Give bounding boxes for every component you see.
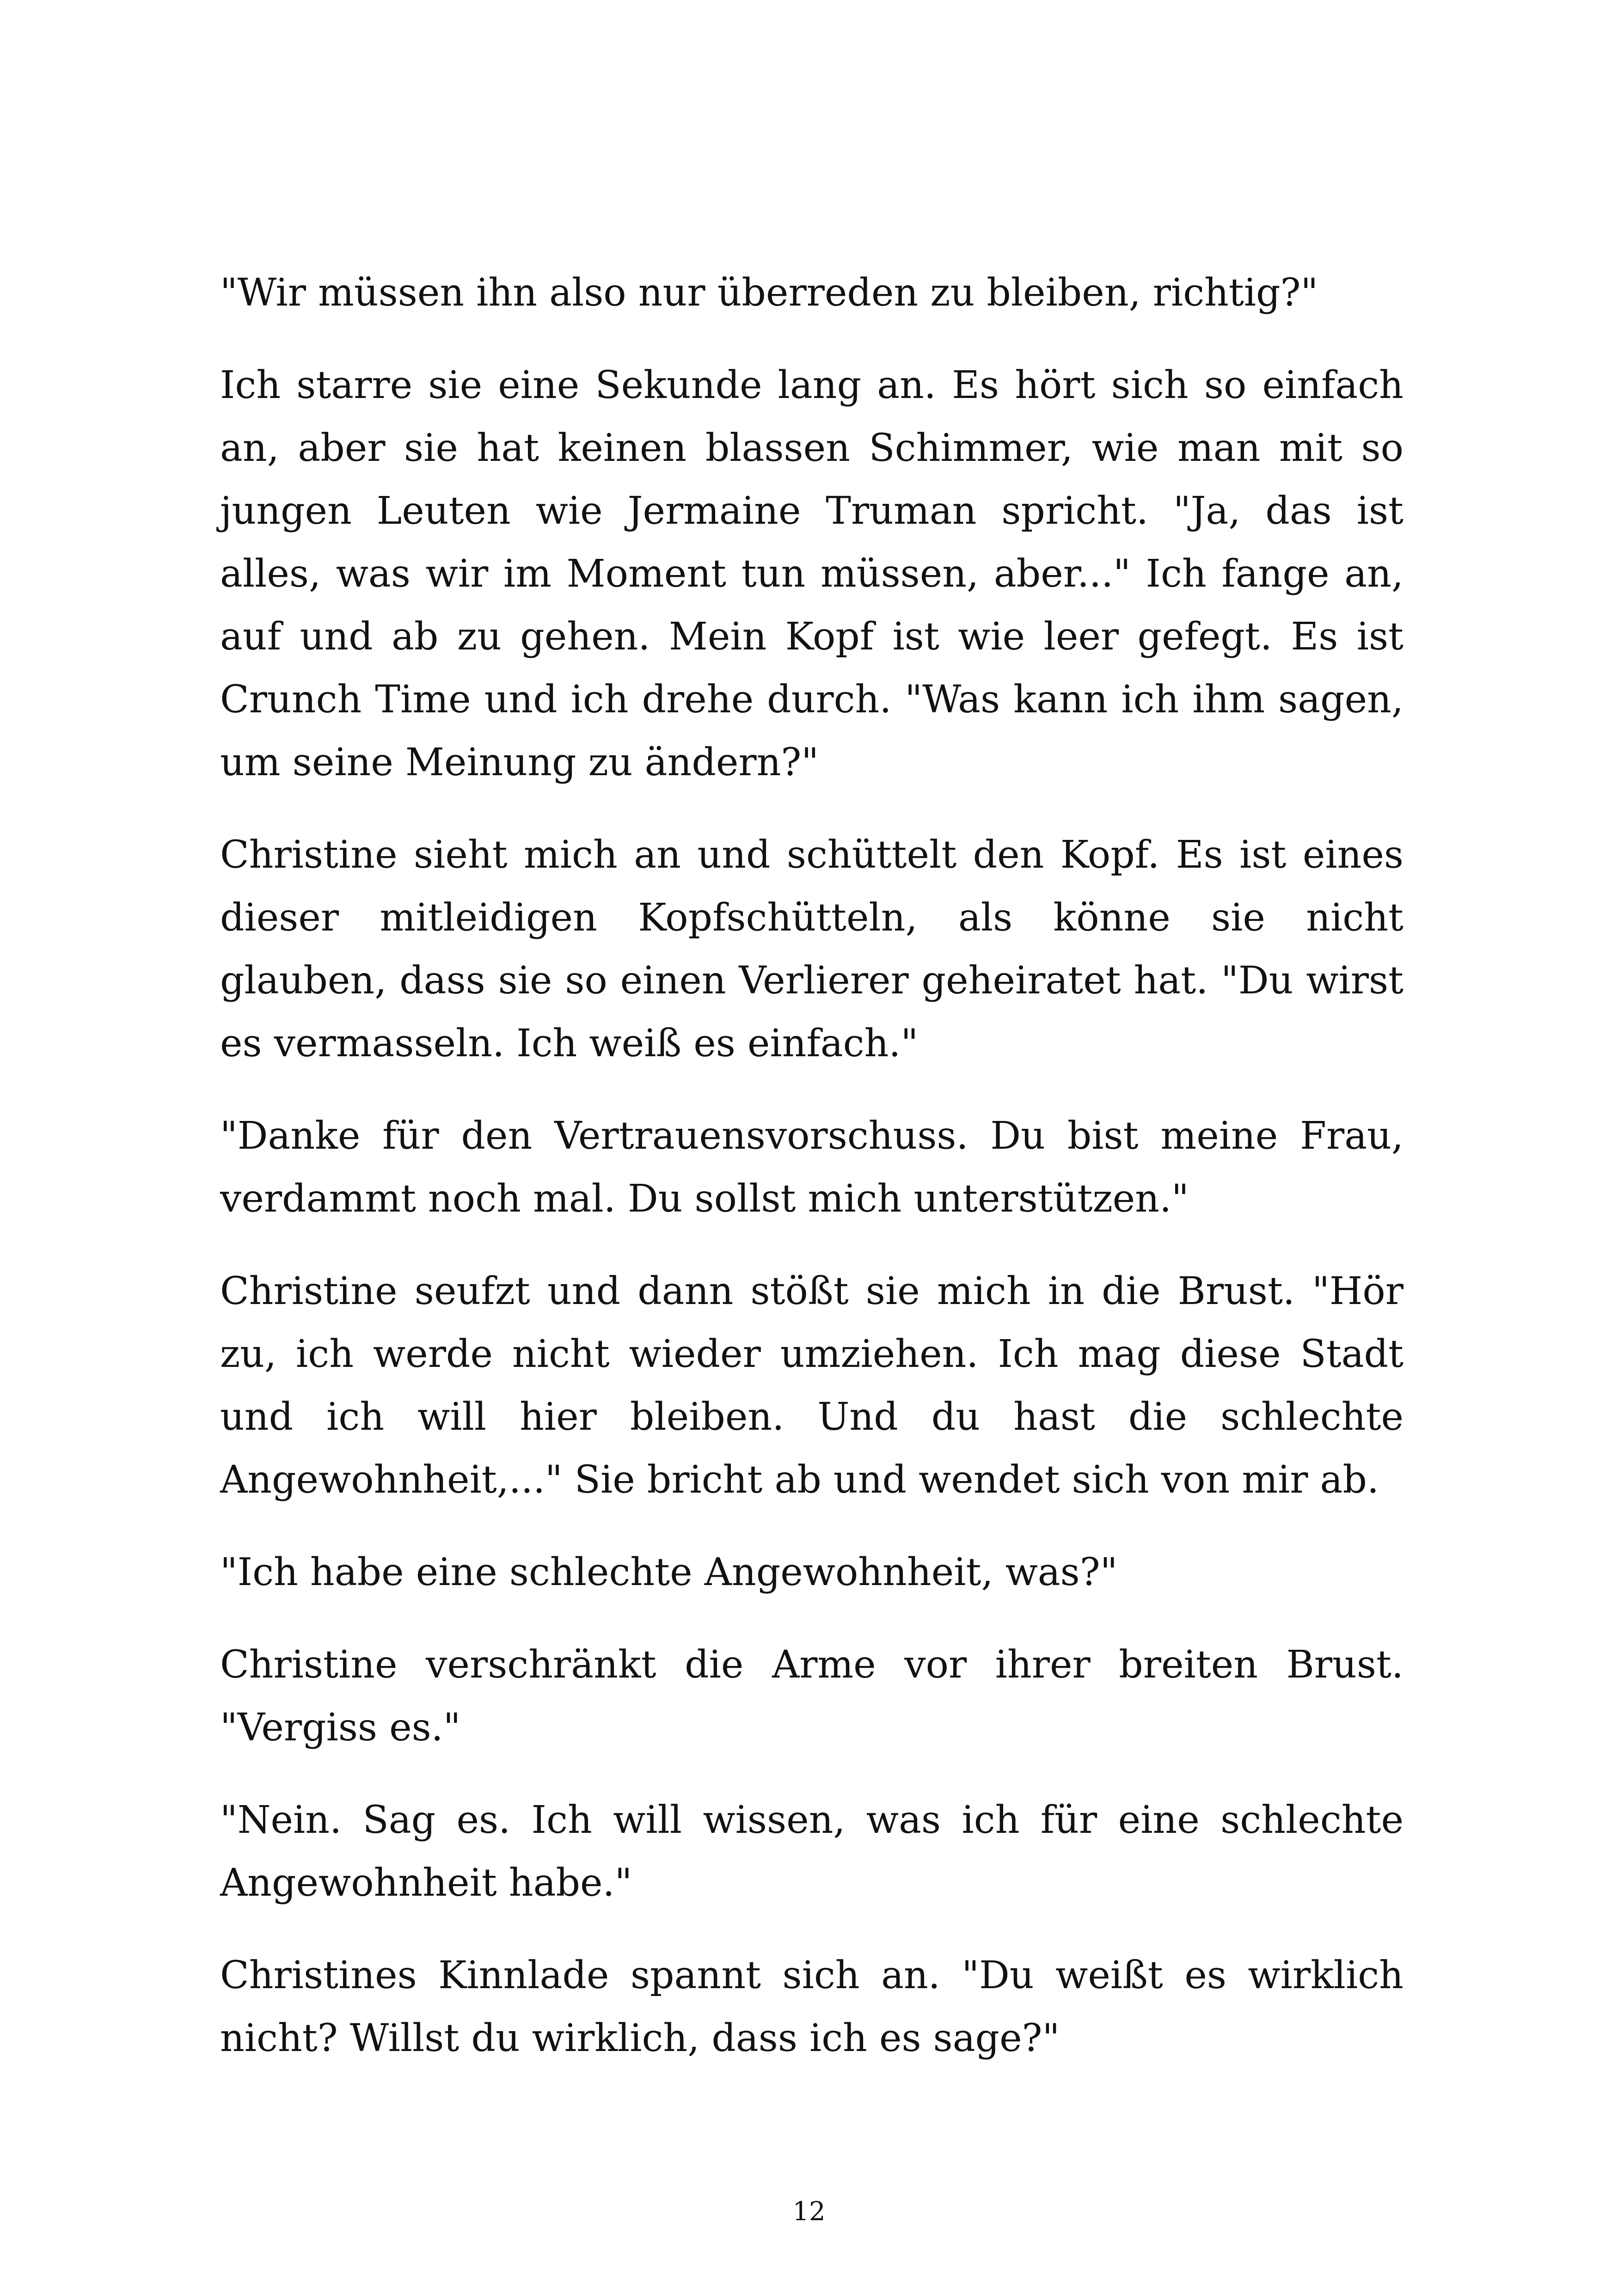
paragraph-5: Christine seufzt und dann stößt sie mich in die Brust. "Hör zu, ich werde nicht wieder umziehen. Ich mag diese Stadt und ich will hier bleiben. Und du hast die schlechte Angewohnheit,..." Sie bricht ab und wendet sich von mir ab.: [220, 1269, 1416, 1502]
paragraph-6: "Ich habe eine schlechte Angewohnheit, was?": [220, 1550, 1118, 1594]
paragraph-3: Christine sieht mich an und schüttelt den Kopf. Es ist eines dieser mitleidigen Kopfschütteln, als könne sie nicht glauben, dass sie so einen Verlierer geheiratet hat. "Du wirst es vermasseln. Ich weiß es einfach.": [220, 833, 1416, 1065]
page-number: 12: [792, 2197, 826, 2227]
paragraph-8: "Nein. Sag es. Ich will wissen, was ich für eine schlechte Angewohnheit habe.": [220, 1798, 1416, 1905]
body-text: [220, 262, 1416, 2100]
paragraph-2: Ich starre sie eine Sekunde lang an. Es hört sich so einfach an, aber sie hat keinen blassen Schimmer, wie man mit so jungen Leuten wie Jermaine Truman spricht. "Ja, das ist alles, was wir im Moment tun müssen, aber..." Ich fange an, auf und ab zu gehen. Mein Kopf ist wie leer gefegt. Es ist Crunch Time und ich drehe durch. "Was kann ich ihm sagen, um seine Meinung zu ändern?": [220, 363, 1416, 784]
paragraph-1: "Wir müssen ihn also nur überreden zu bleiben, richtig?": [220, 271, 1318, 315]
paragraph-4: "Danke für den Vertrauensvorschuss. Du bist meine Frau, verdammt noch mal. Du sollst mich unterstützen.": [220, 1114, 1416, 1221]
paragraph-7: Christine verschränkt die Arme vor ihrer breiten Brust. "Vergiss es.": [220, 1643, 1416, 1750]
paragraph-9: Christines Kinnlade spannt sich an. "Du weißt es wirklich nicht? Willst du wirklich, dass ich es sage?": [220, 1953, 1416, 2060]
